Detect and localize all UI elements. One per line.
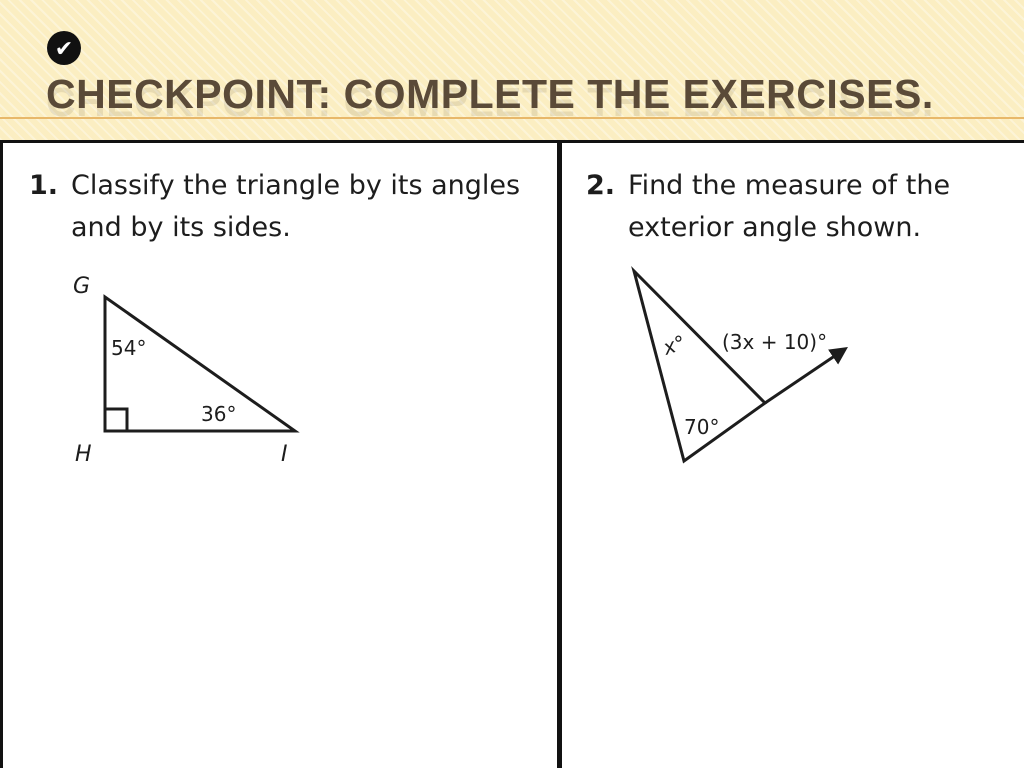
right-angle-marker: [105, 409, 127, 431]
exercise-2-panel: [557, 140, 1024, 768]
exercise-1-prompt: [29, 165, 529, 249]
angle-label-g: 54°: [111, 336, 147, 360]
angle-label-70: 70°: [684, 415, 720, 439]
right-triangle-figure: [53, 261, 313, 471]
vertex-label-h: H: [75, 442, 92, 467]
angle-label-i: 36°: [201, 402, 237, 426]
exercise-2-text: Find the measure of the exterior angle shown.: [628, 170, 951, 243]
exercise-2-prompt: [586, 165, 1024, 249]
extended-side-arrow: [765, 349, 845, 403]
vertex-label-i: I: [281, 442, 288, 467]
triangle-ghi: [105, 297, 295, 431]
svg-text:✔: ✔: [54, 37, 74, 62]
exterior-angle-figure: [620, 261, 920, 476]
exterior-angle-label: (3x + 10)°: [722, 330, 828, 354]
vertex-label-g: G: [73, 274, 91, 299]
exercise-1-text: Classify the triangle by its angles and by its sides.: [71, 170, 521, 243]
angle-label-x: x°: [660, 330, 689, 360]
exercise-1-number: 1.: [29, 170, 59, 201]
exercise-1-panel: [0, 140, 562, 768]
slide-title: CHECKPOINT: COMPLETE THE EXERCISES.: [46, 71, 934, 117]
exercise-2-number: 2.: [586, 170, 616, 201]
header-divider: [0, 117, 1024, 119]
slide-header: [0, 0, 1024, 140]
checkmark-icon: [46, 30, 82, 66]
